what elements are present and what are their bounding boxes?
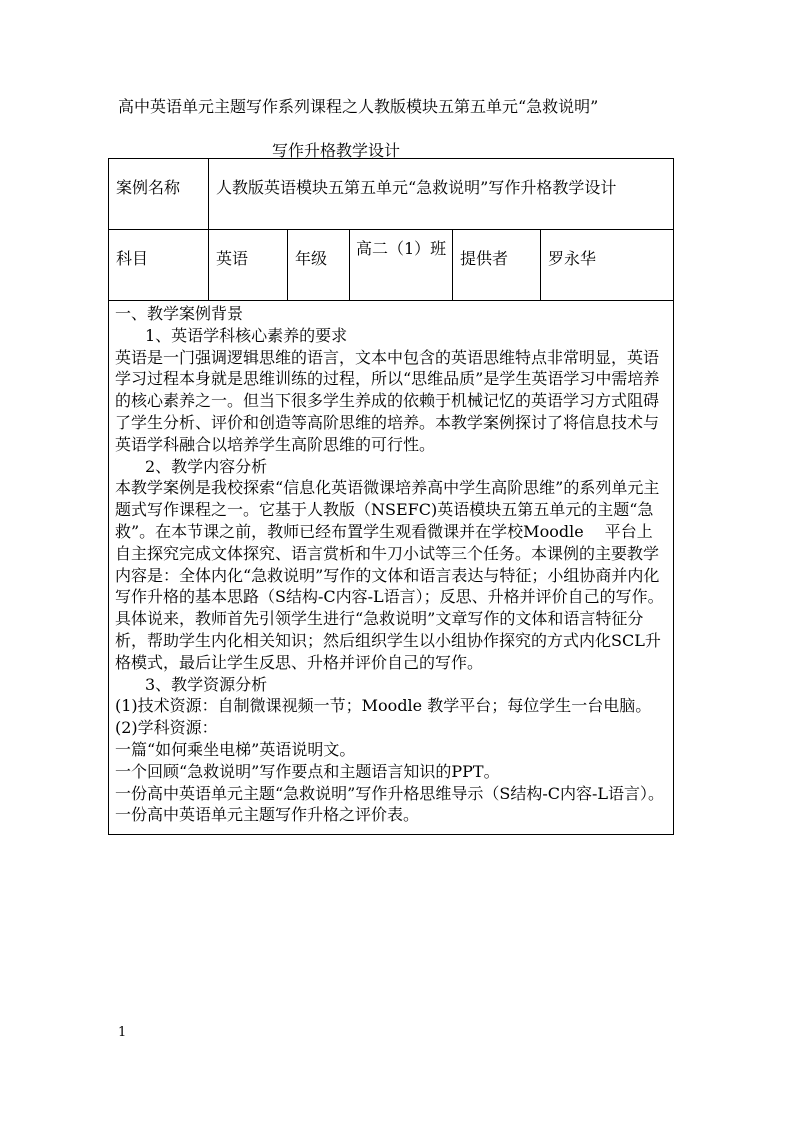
subject-label: 科目: [109, 230, 209, 301]
content-row: [109, 301, 674, 835]
resource-item: 一份高中英语单元主题写作升格之评价表。: [115, 805, 420, 825]
page-number: 1: [118, 1025, 127, 1040]
subject-value: 英语: [209, 230, 288, 301]
case-value: 人教版英语模块五第五单元“急救说明”写作升格教学设计: [209, 159, 674, 230]
provider-label: 提供者: [453, 230, 541, 301]
section-1-paragraph: 英语是一门强调逻辑思维的语言，文本中包含的英语思维特点非常明显，英语学习过程本身就是思维训练的过程，所以“思维品质”是学生英语学习中需培养的核心素养之一。但当下很多学生养成的依赖于机械记忆的英语学习方式阻碍了学生分析、评价和创造等高阶思维的培养。本教学案例探讨了将信息技术与英语学科融合以培养学生高阶思维的可行性。: [115, 347, 660, 454]
lesson-info-table: [108, 158, 674, 835]
document-title-line-2: 写作升格教学设计: [272, 141, 401, 160]
case-row: [109, 159, 674, 230]
grade-value: 高二（1）班: [350, 230, 453, 301]
section-2-paragraph: 本教学案例是我校探索“信息化英语微课培养高中学生高阶思维”的系列单元主题式写作课程之一。它基于人教版（NSEFC)英语模块五第五单元的主题“急救”。在本节课之前，教师已经布置学生观看微课并在学校Moodle 平台上自主探究完成文体探究、语言赏析和牛刀小试等三个任务。本课例的主要教学内容是：全体内化“急救说明”写作的文体和语言表达与特征；小组协商并内化写作升格的基本思路（S结构-C内容-L语言）；反思、升格并评价自己的写作。具体说来，教师首先引领学生进行“急救说明”文章写作的文体和语言特征分析，帮助学生内化相关知识；然后组织学生以小组协作探究的方式内化SCL升格模式，最后让学生反思、升格并评价自己的写作。: [115, 478, 664, 672]
section-2-heading: 2、教学内容分析: [145, 456, 268, 476]
resource-item: 一个回顾“急救说明”写作要点和主题语言知识的PPT。: [115, 761, 500, 781]
section-3-heading: 3、教学资源分析: [145, 674, 268, 694]
case-label: 案例名称: [109, 159, 209, 230]
provider-value: 罗永华: [541, 230, 674, 301]
content-cell: [109, 301, 674, 835]
section-1-subheading: 1、英语学科核心素养的要求: [145, 325, 348, 345]
resource-item: 一份高中英语单元主题“急救说明”写作升格思维导示（S结构-C内容-L语言）。: [115, 783, 665, 803]
grade-label: 年级: [288, 230, 350, 301]
technical-resources: (1)技术资源：自制微课视频一节；Moodle 教学平台；每位学生一台电脑。: [115, 696, 652, 716]
section-1-heading: 一、教学案例背景: [115, 304, 244, 323]
resource-item: 一篇“如何乘坐电梯”英语说明文。: [115, 739, 356, 759]
subject-resources: (2)学科资源：: [115, 718, 218, 738]
document-title-line-1: 高中英语单元主题写作系列课程之人教版模块五第五单元“急救说明”: [118, 97, 599, 116]
subject-row: [109, 230, 674, 301]
